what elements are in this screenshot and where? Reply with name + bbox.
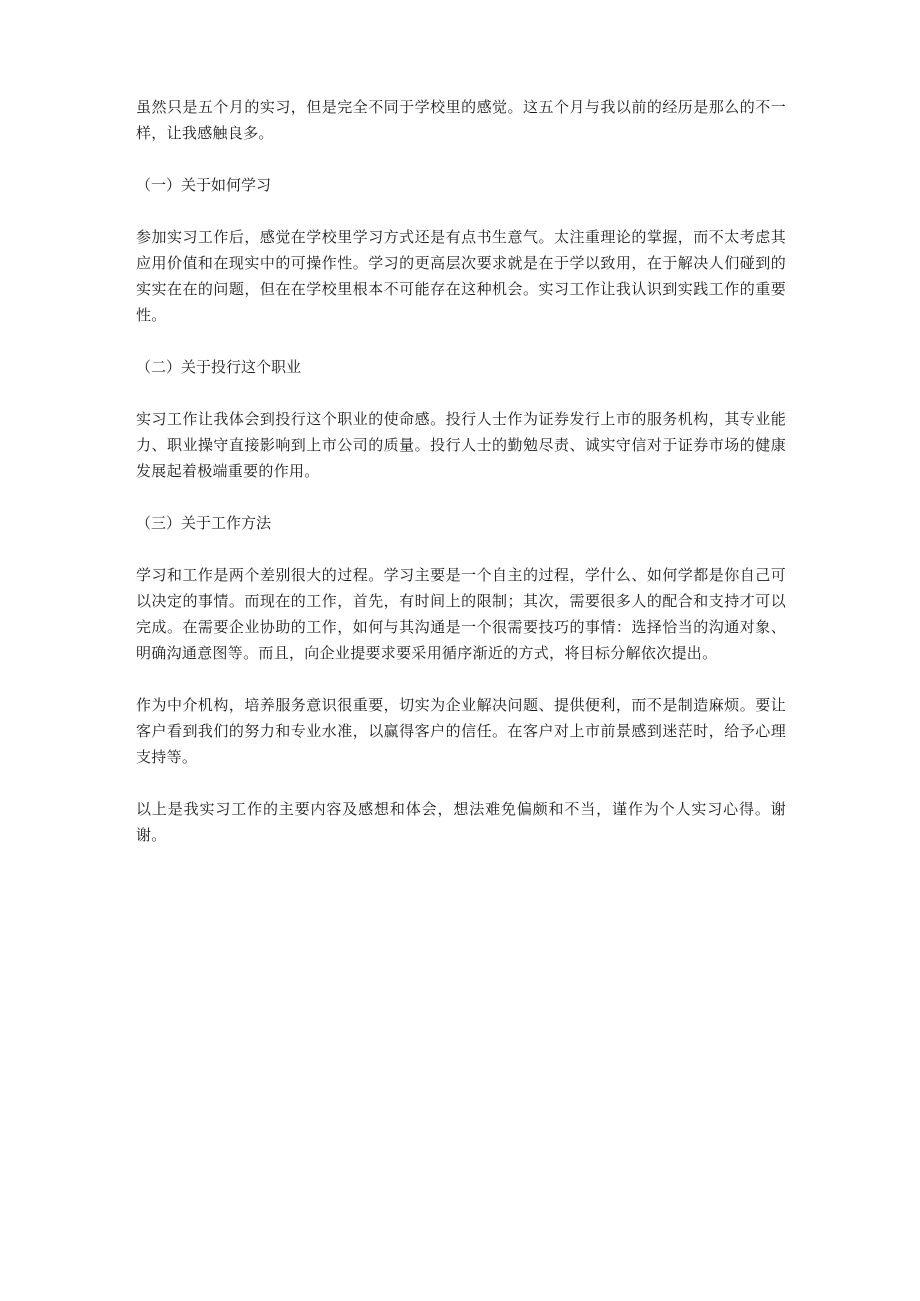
section-heading-career: （二）关于投行这个职业 <box>136 358 302 376</box>
section-body-methods-1: 学习和工作是两个差别很大的过程。学习主要是一个自主的过程，学什么、如何学都是你自己可以决定的事情。而现在的工作，首先，有时间上的限制；其次，需要很多人的配合和支持才可以完成。在需要企业协助的工作，如何与其沟通是一个很需要技巧的事情：选择恰当的沟通对象、明确沟通意图等。而且，向企业提要求要采用循序渐近的方式，将目标分解依次提出。 <box>136 566 786 662</box>
document-page <box>136 94 786 848</box>
section-heading-learning: （一）关于如何学习 <box>136 176 272 194</box>
section-body-learning: 参加实习工作后，感觉在学校里学习方式还是有点书生意气。太注重理论的掌握，而不太考虑其应用价值和在现实中的可操作性。学习的更高层次要求就是在于学以致用，在于解决人们碰到的实实在在的问题，但在在学校里根本不可能存在这种机会。实习工作让我认识到实践工作的重要性。 <box>136 228 786 324</box>
section-heading-methods: （三）关于工作方法 <box>136 514 272 532</box>
intro-paragraph: 虽然只是五个月的实习，但是完全不同于学校里的感觉。这五个月与我以前的经历是那么的不一样，让我感触良多。 <box>136 98 786 142</box>
section-body-career: 实习工作让我体会到投行这个职业的使命感。投行人士作为证券发行上市的服务机构，其专业能力、职业操守直接影响到上市公司的质量。投行人士的勤勉尽责、诚实守信对于证券市场的健康发展起着极端重要的作用。 <box>136 410 786 480</box>
closing-paragraph: 以上是我实习工作的主要内容及感想和体会，想法难免偏颇和不当，谨作为个人实习心得。谢谢。 <box>136 800 786 844</box>
section-body-methods-2: 作为中介机构，培养服务意识很重要，切实为企业解决问题、提供便利，而不是制造麻烦。要让客户看到我们的努力和专业水准，以赢得客户的信任。在客户对上市前景感到迷茫时，给予心理支持等。 <box>136 696 786 766</box>
